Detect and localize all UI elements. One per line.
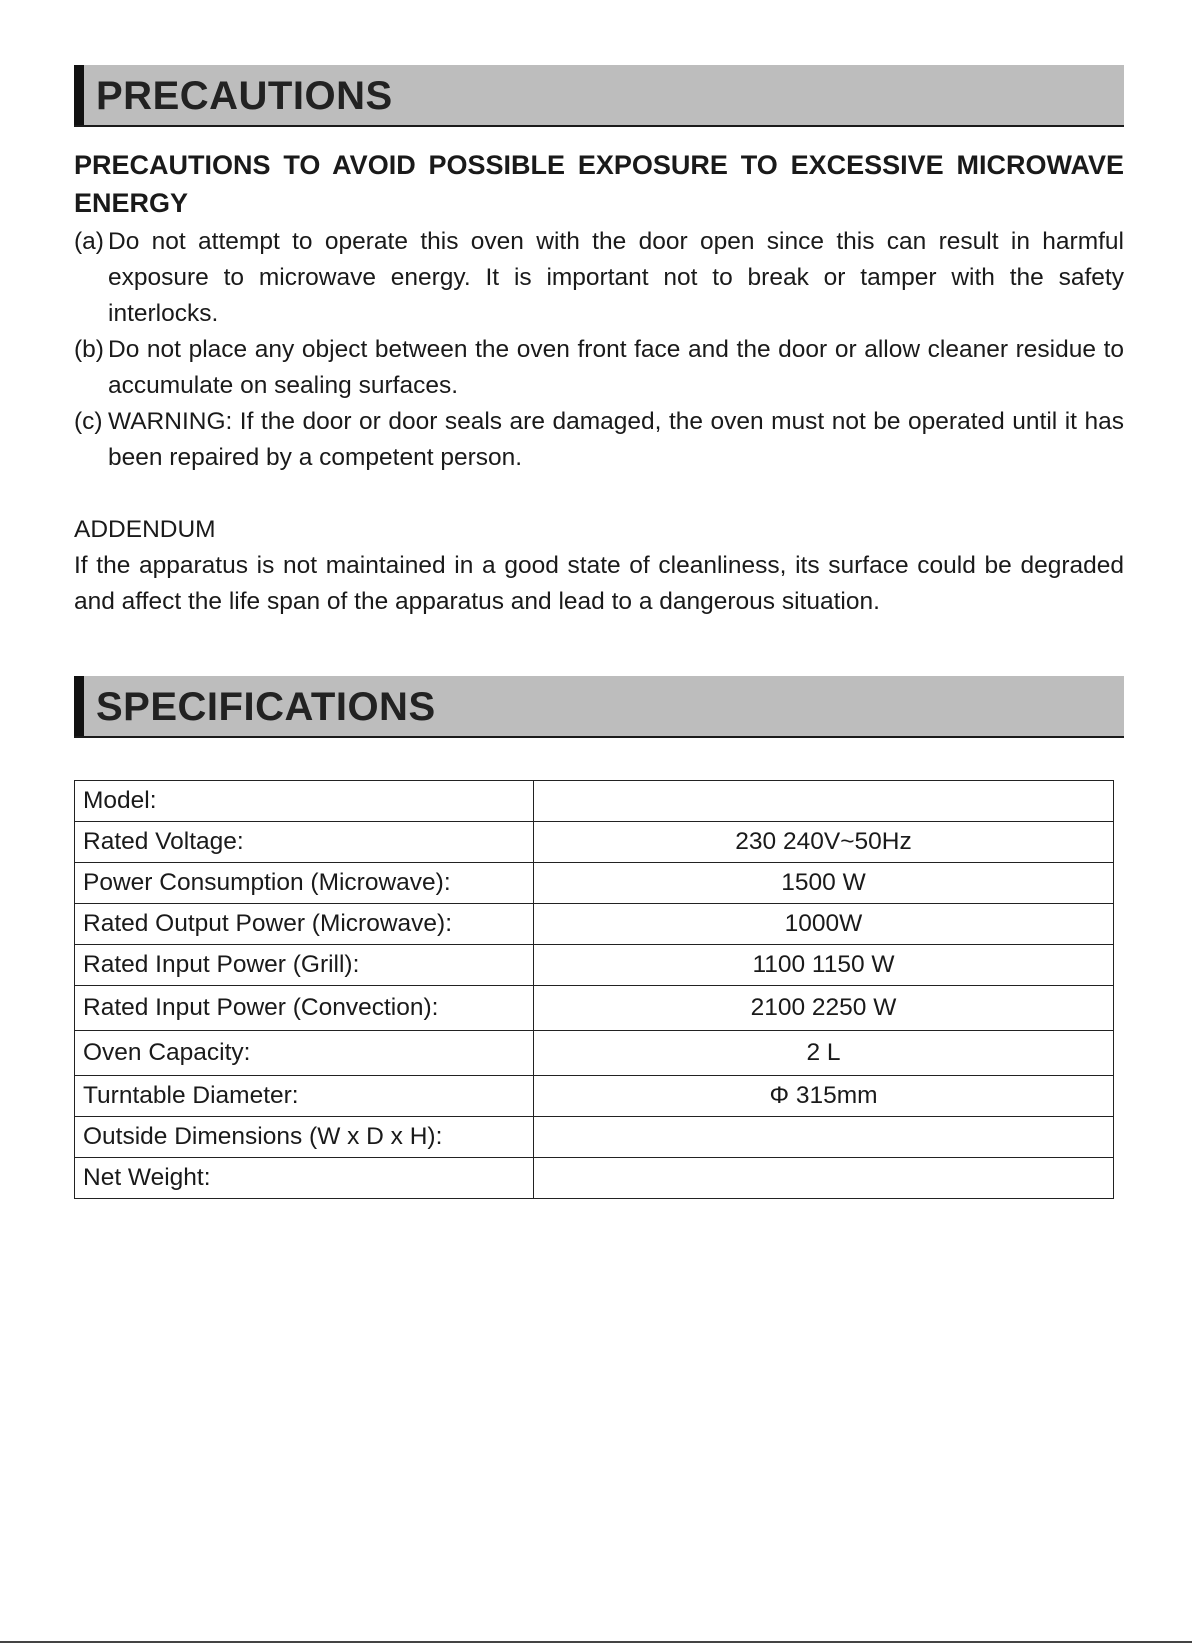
specifications-section-header xyxy=(74,676,1124,738)
table-row xyxy=(75,1076,1114,1117)
spec-value: 2 L xyxy=(534,1031,1114,1076)
spec-value: Φ 315mm xyxy=(534,1076,1114,1117)
table-row xyxy=(75,986,1114,1031)
precaution-item-a xyxy=(74,224,1124,332)
header-accent-bar xyxy=(74,676,84,736)
page-bottom-rule xyxy=(0,1641,1192,1643)
table-row xyxy=(75,1158,1114,1199)
spec-value: 230 240V~50Hz xyxy=(534,822,1114,863)
precaution-text: Do not place any object between the oven front face and the door or allow cleaner residue to accumulate on sealing surfaces. xyxy=(108,336,1124,399)
spec-value: 1000W xyxy=(534,904,1114,945)
precautions-section-header xyxy=(74,65,1124,127)
spec-label: Rated Input Power (Convection): xyxy=(75,986,534,1031)
spec-label: Oven Capacity: xyxy=(75,1031,534,1076)
header-accent-bar xyxy=(74,65,84,125)
table-row xyxy=(75,863,1114,904)
precaution-text: Do not attempt to operate this oven with the door open since this can result in harmful exposure to microwave energy. It is important not to break or tamper with the safety interlocks. xyxy=(108,228,1124,327)
table-row xyxy=(75,1031,1114,1076)
spec-label: Power Consumption (Microwave): xyxy=(75,863,534,904)
precautions-title: PRECAUTIONS xyxy=(96,74,393,118)
spec-value: 1100 1150 W xyxy=(534,945,1114,986)
spec-label: Rated Input Power (Grill): xyxy=(75,945,534,986)
precautions-subheading: PRECAUTIONS TO AVOID POSSIBLE EXPOSURE TO EXCESSIVE MICROWAVE ENERGY xyxy=(74,150,1124,218)
specifications-title: SPECIFICATIONS xyxy=(96,685,436,729)
spec-label: Outside Dimensions (W x D x H): xyxy=(75,1117,534,1158)
precaution-text: WARNING: If the door or door seals are damaged, the oven must not be operated until it has been repaired by a competent person. xyxy=(108,408,1124,471)
spec-value: 2100 2250 W xyxy=(534,986,1114,1031)
spec-label: Net Weight: xyxy=(75,1158,534,1199)
addendum-text: If the apparatus is not maintained in a good state of cleanliness, its surface could be degraded and affect the life span of the apparatus and lead to a dangerous situation. xyxy=(74,552,1124,615)
spec-value xyxy=(534,1158,1114,1199)
precaution-marker: (b) xyxy=(74,336,104,363)
precaution-marker: (a) xyxy=(74,228,104,255)
precaution-item-c xyxy=(74,404,1124,476)
spec-value xyxy=(534,781,1114,822)
spec-label: Model: xyxy=(75,781,534,822)
precaution-item-b xyxy=(74,332,1124,404)
spec-value xyxy=(534,1117,1114,1158)
specifications-table xyxy=(74,780,1114,1199)
table-row xyxy=(75,904,1114,945)
table-row xyxy=(75,945,1114,986)
spec-label: Turntable Diameter: xyxy=(75,1076,534,1117)
addendum-title: ADDENDUM xyxy=(74,516,216,543)
table-row xyxy=(75,1117,1114,1158)
spec-label: Rated Output Power (Microwave): xyxy=(75,904,534,945)
spec-value: 1500 W xyxy=(534,863,1114,904)
table-row xyxy=(75,822,1114,863)
spec-label: Rated Voltage: xyxy=(75,822,534,863)
table-row xyxy=(75,781,1114,822)
precaution-marker: (c) xyxy=(74,408,103,435)
